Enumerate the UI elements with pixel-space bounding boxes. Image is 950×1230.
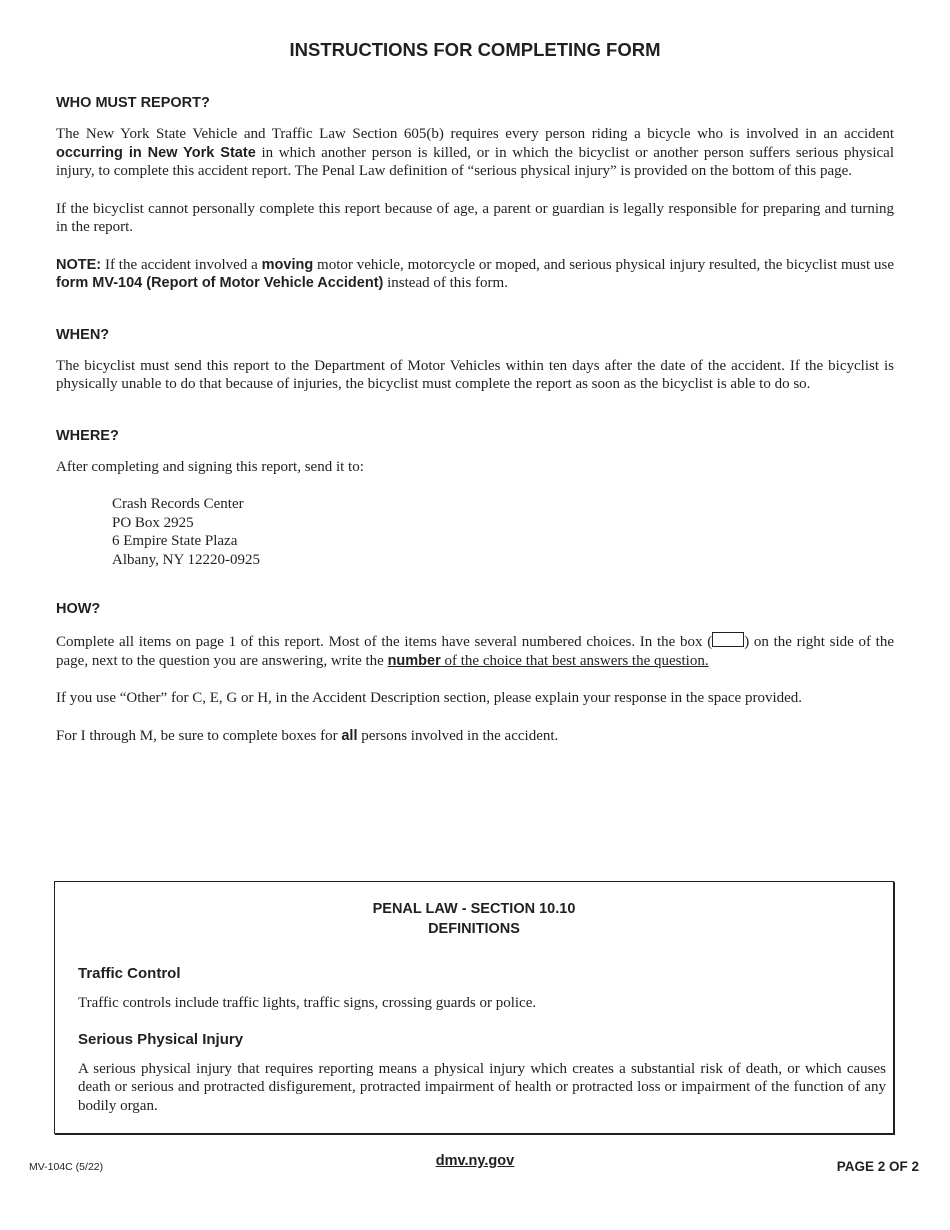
form-id: MV-104C (5/22) — [29, 1161, 104, 1173]
note-text-c: motor vehicle, motorcycle or moped, and serious physical injury resulted, the bicyclist must use — [313, 256, 894, 273]
note-text-b: moving — [261, 256, 314, 273]
who-paragraph-1 — [56, 125, 894, 181]
note-label: NOTE: — [56, 256, 102, 273]
page-number: PAGE 2 OF 2 — [836, 1159, 919, 1174]
where-heading: WHERE? — [56, 427, 119, 444]
how-text-d: of the choice that best answers the question. — [440, 652, 709, 669]
how-heading: HOW? — [56, 601, 101, 617]
traffic-control-text: Traffic controls include traffic lights, traffic signs, crossing guards or police. — [78, 995, 537, 1011]
footer-website — [0, 1153, 950, 1169]
serious-injury-heading: Serious Physical Injury — [78, 1030, 244, 1048]
where-paragraph: After completing and signing this report, send it to: — [56, 458, 364, 475]
how-text-p3a: For I through M, be sure to complete boxes for — [56, 727, 342, 744]
who-text-c: in which another person is killed, or in which the bicyclist or another person suffers serious physical injury, to complete this accident report. The Penal Law definition of “serious physical injury” is provided on the bottom of this page. — [56, 144, 894, 179]
definitions-title-line-1: PENAL LAW - SECTION 10.10 — [372, 901, 576, 917]
how-paragraph-1 — [56, 632, 894, 670]
who-heading: WHO MUST REPORT? — [56, 95, 210, 111]
when-heading: WHEN? — [56, 326, 110, 343]
how-paragraph-2: If you use “Other” for C, E, G or H, in the Accident Description section, please explain your response in the space provided. — [56, 690, 803, 706]
mailing-address — [56, 495, 894, 569]
page-title: INSTRUCTIONS FOR COMPLETING FORM — [289, 39, 661, 60]
definitions-title-line-2: DEFINITIONS — [428, 921, 520, 937]
address-line: 6 Empire State Plaza — [112, 533, 238, 549]
note-text-e: instead of this form. — [383, 275, 508, 291]
how-text-b: ) on the right side of the page, next to the question you are answering, write the — [56, 634, 894, 669]
how-text-p3c: persons involved in the accident. — [357, 727, 559, 744]
address-line: Crash Records Center — [112, 496, 244, 512]
note-text-d: form MV-104 (Report of Motor Vehicle Accident) — [56, 275, 384, 291]
definitions-title — [55, 899, 893, 939]
traffic-control-heading: Traffic Control — [78, 965, 181, 982]
serious-injury-text: A serious physical injury that requires reporting means a physical injury which creates a substantial risk of death, or which causes death or serious and protracted disfigurement, protracted impairment of health or protracted loss or impairment of the function of any bodily organ. — [78, 1060, 886, 1114]
who-text-b: occurring in New York State — [56, 144, 256, 161]
address-line: PO Box 2925 — [112, 514, 194, 531]
who-paragraph-2: If the bicyclist cannot personally complete this report because of age, a parent or guardian is legally responsible for preparing and turning in the report. — [56, 200, 894, 235]
how-text-a: Complete all items on page 1 of this report. Most of the items have several numbered choices. In the box ( — [56, 634, 713, 650]
answer-box-sample — [712, 632, 744, 647]
note-text-a: If the accident involved a — [101, 256, 262, 273]
how-text-c: number — [387, 652, 441, 669]
how-text-p3b: all — [341, 727, 358, 744]
instructions-content — [56, 94, 894, 745]
definitions-content — [78, 965, 886, 1115]
definitions-box — [54, 881, 894, 1134]
when-paragraph: The bicyclist must send this report to the Department of Motor Vehicles within ten days after the date of the accident. If the bicyclist is physically unable to do that because of injuries, the bicyclist must complete the report as soon as the bicyclist is able to do so. — [56, 357, 894, 392]
website-link[interactable]: dmv.ny.gov — [435, 1153, 515, 1169]
address-line: Albany, NY 12220-0925 — [112, 551, 261, 568]
how-paragraph-3 — [56, 727, 894, 746]
who-text-a: The New York State Vehicle and Traffic Law Section 605(b) requires every person riding a bicycle who is involved in an accident — [56, 126, 894, 142]
note-paragraph — [56, 256, 894, 293]
